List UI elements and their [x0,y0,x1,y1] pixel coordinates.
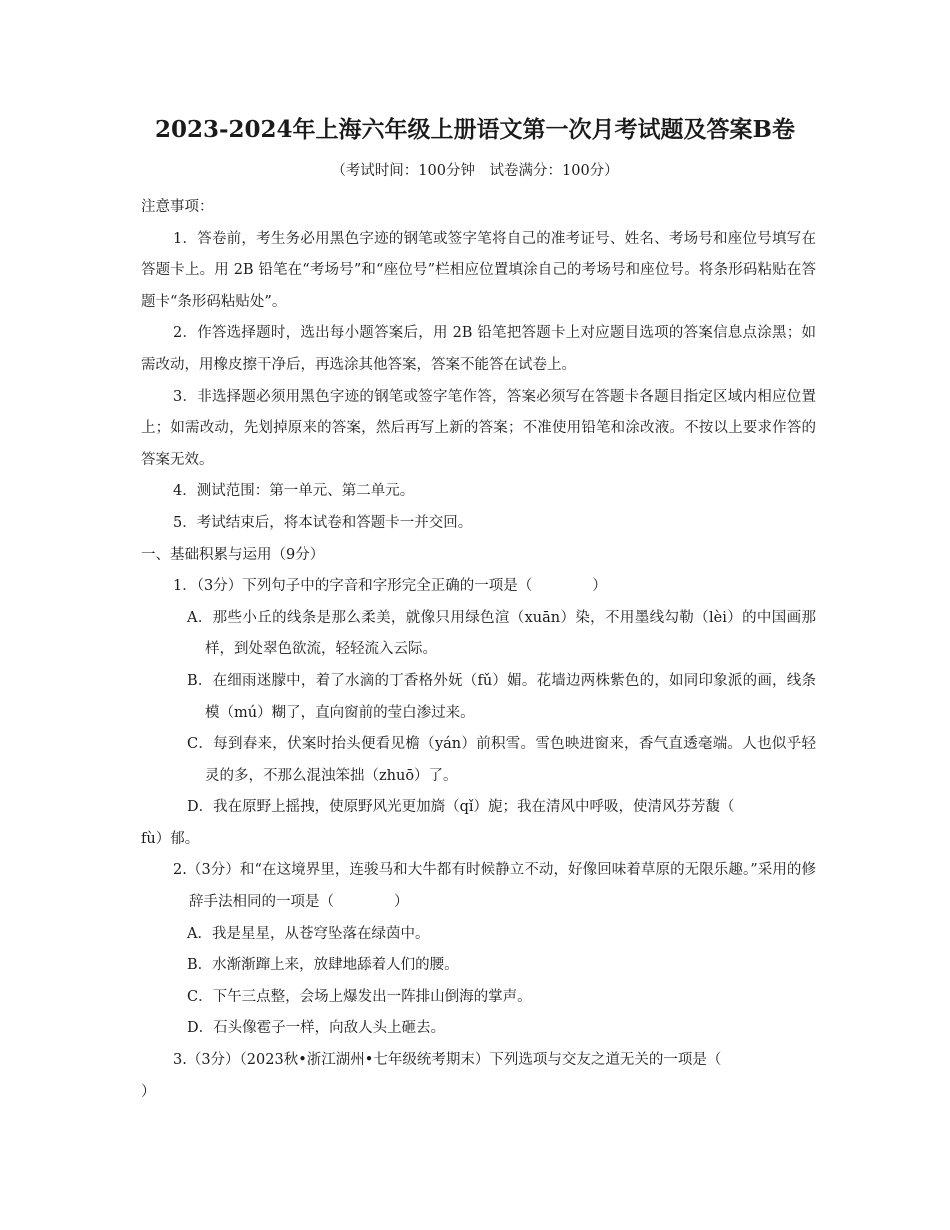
question-2-stem-end: ） [394,894,409,911]
question-2-option-a: A．我是星星，从苍穹坠落在绿茵中。 [187,925,430,942]
exam-content [141,192,816,1108]
exam-info: （考试时间：100分钟 试卷满分：100分） [331,163,619,179]
notice-heading: 注意事项： [141,199,214,215]
question-2-stem-text: 2.（3分）和“在这境界里，连骏马和大牛都有时候静立不动，好像回味着草原的无限乐趣。”采用的修辞手法相同的一项是（ [173,862,816,911]
question-1-option-b: B．在细雨迷朦中，着了水滴的丁香格外妩（fǔ）媚。花墙边两株紫色的，如同印象派的画，线条模（mú）糊了，直向窗前的莹白渗过来。 [187,672,816,721]
question-3-stem: 3.（3分）（2023秋•浙江湖州•七年级统考期末）下列选项与交友之道无关的一项是（ [173,1052,722,1069]
question-2-option-b: B．水渐渐蹿上来，放肆地舔着人们的腰。 [187,957,459,974]
page-title: 2023-2024年上海六年级上册语文第一次月考试题及答案B卷 [154,116,795,143]
notice-item: 1．答卷前，考生务必用黑色字迹的钢笔或签字笔将自己的准考证号、姓名、考场号和座位号填写在答题卡上。用 2B 铅笔在“考场号”和“座位号”栏相应位置填涂自己的考场号和座位号。将条形码粘贴在答题卡“条形码粘贴处”。 [141,230,816,310]
notice-item: 2．作答选择题时，选出每小题答案后，用 2B 铅笔把答题卡上对应题目选项的答案信息点涂黑；如需改动，用橡皮擦干净后，再选涂其他答案，答案不能答在试卷上。 [141,325,816,373]
question-1-option-d [141,792,816,824]
question-1-stem [141,571,816,603]
question-1-option-a: A．那些小丘的线条是那么柔美，就像只用绿色渲（xuān）染，不用墨线勾勒（lèi）的中国画那样，到处翠色欲流，轻轻流入云际。 [187,609,816,658]
question-1-stem-end: ） [592,578,607,595]
notice-item: 4．测试范围：第一单元、第二单元。 [173,483,415,500]
question-1-option-d-cont: fù）郁。 [141,830,200,847]
notice-item: 3．非选择题必须用黑色字迹的钢笔或签字笔作答，答案必须写在答题卡各题目指定区域内相应位置上；如需改动，先划掉原来的答案，然后再写上新的答案；不准使用铅笔和涂改液。不按以上要求作答的答案无效。 [141,388,816,468]
section-heading: 一、基础积累与运用（9分） [141,546,325,563]
question-1-option-d-line1: D．我在原野上摇拽，使原野风光更加旖（qǐ）旎；我在清风中呼吸，使清风芬芳馥（ [187,799,735,816]
question-1-stem-text: 1．（3分）下列句子中的字音和字形完全正确的一项是（ [173,578,533,595]
question-1-option-c: C．每到春来，伏案时抬头便看见檐（yán）前积雪。雪色映进窗来，香气直透毫端。人也似乎轻灵的多，不那么混浊笨拙（zhuō）了。 [187,736,816,784]
question-2-option-d: D．石头像雹子一样，向敌人头上砸去。 [187,1020,446,1037]
question-2-option-c: C．下午三点整，会场上爆发出一阵排山倒海的掌声。 [187,988,532,1005]
notice-item: 5．考试结束后，将本试卷和答题卡一并交回。 [173,514,473,531]
question-3-stem-cont: ） [141,1083,156,1100]
question-2-stem [141,855,816,918]
